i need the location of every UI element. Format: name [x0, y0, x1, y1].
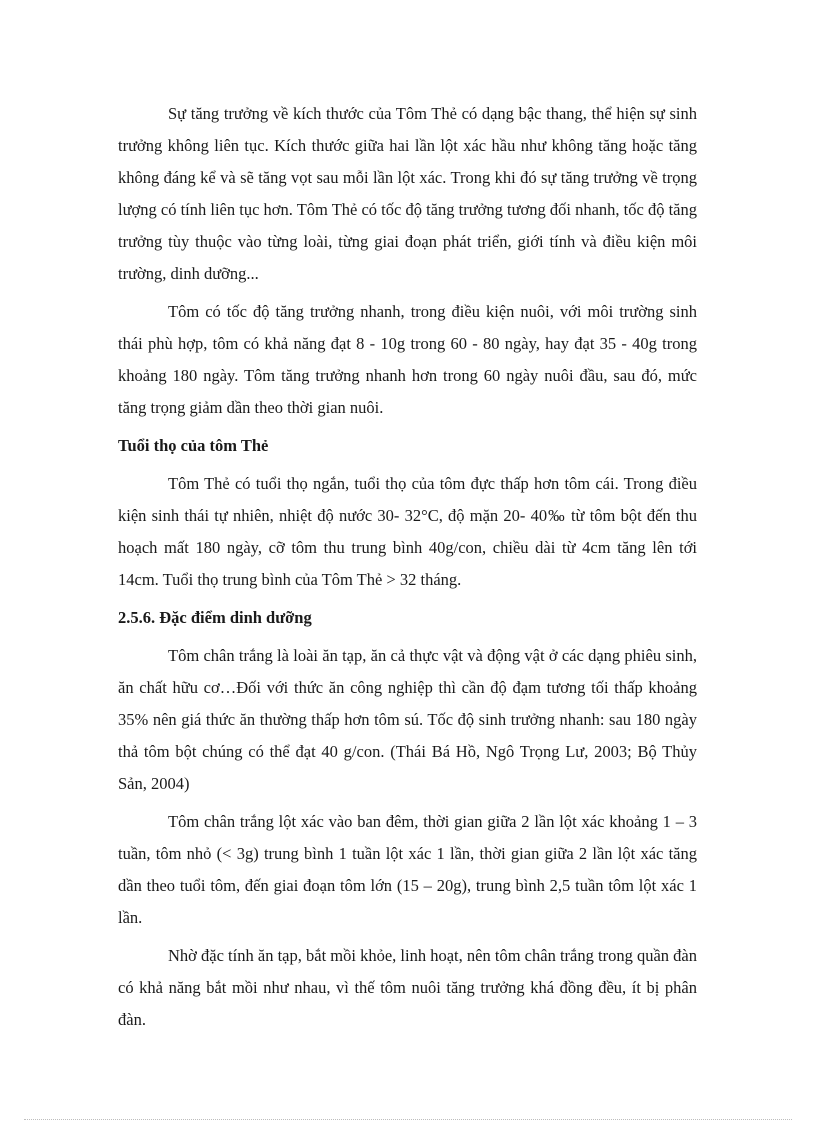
heading-nutrition: 2.5.6. Đặc điểm dinh dưỡng [118, 608, 312, 627]
paragraph-growth-rate: Tôm có tốc độ tăng trưởng nhanh, trong điều kiện nuôi, với môi trường sinh thái phù hợp, tôm có khả năng đạt 8 - 10g trong 60 - 80 ngày, hay đạt 35 - 40g trong khoảng 180 ngày. Tôm tăng trưởng nhanh hơn trong 60 ngày nuôi đầu, sau đó, mức tăng trọng giảm dần theo thời gian nuôi. [118, 302, 697, 417]
paragraph-lifespan: Tôm Thẻ có tuổi thọ ngắn, tuổi thọ của tôm đực thấp hơn tôm cái. Trong điều kiện sinh thái tự nhiên, nhiệt độ nước 30- 32°C, độ mặn 20- 40‰ từ tôm bột đến thu hoạch mất 180 ngày, cỡ tôm thu trung bình 40g/con, chiều dài từ 4cm tăng lên tới 14cm. Tuổi thọ trung bình của Tôm Thẻ > 32 tháng. [118, 474, 697, 589]
paragraph-feeding-behavior: Nhờ đặc tính ăn tạp, bắt mồi khỏe, linh hoạt, nên tôm chân trắng trong quần đàn có khả năng bắt mồi như nhau, vì thế tôm nuôi tăng trưởng khá đồng đều, ít bị phân đàn. [118, 946, 697, 1029]
paragraph-molting: Tôm chân trắng lột xác vào ban đêm, thời gian giữa 2 lần lột xác khoảng 1 – 3 tuần, tôm nhỏ (< 3g) trung bình 1 tuần lột xác 1 lần, thời gian giữa 2 lần lột xác tăng dần theo tuổi tôm, đến giai đoạn tôm lớn (15 – 20g), trung bình 2,5 tuần tôm lột xác 1 lần. [118, 812, 697, 927]
paragraph-size-growth: Sự tăng trưởng về kích thước của Tôm Thẻ có dạng bậc thang, thể hiện sự sinh trưởng không liên tục. Kích thước giữa hai lần lột xác hầu như không tăng hoặc tăng không đáng kể và sẽ tăng vọt sau mỗi lần lột xác. Trong khi đó sự tăng trưởng về trọng lượng có tính liên tục hơn. Tôm Thẻ có tốc độ tăng trưởng tương đối nhanh, tốc độ tăng trưởng tùy thuộc vào từng loài, từng giai đoạn phát triển, giới tính và điều kiện môi trường, dinh dưỡng... [118, 104, 697, 283]
paragraph-diet: Tôm chân trắng là loài ăn tạp, ăn cả thực vật và động vật ở các dạng phiêu sinh, ăn chất hữu cơ…Đối với thức ăn công nghiệp thì cần độ đạm tương tối thấp khoảng 35% nên giá thức ăn thường thấp hơn tôm sú. Tốc độ sinh trưởng nhanh: sau 180 ngày thả tôm bột chúng có thể đạt 40 g/con. (Thái Bá Hồ, Ngô Trọng Lư, 2003; Bộ Thủy Sản, 2004) [118, 646, 697, 793]
heading-lifespan: Tuổi thọ của tôm Thẻ [118, 436, 269, 455]
page-bottom-divider [24, 1119, 792, 1120]
document-body [118, 98, 697, 1036]
